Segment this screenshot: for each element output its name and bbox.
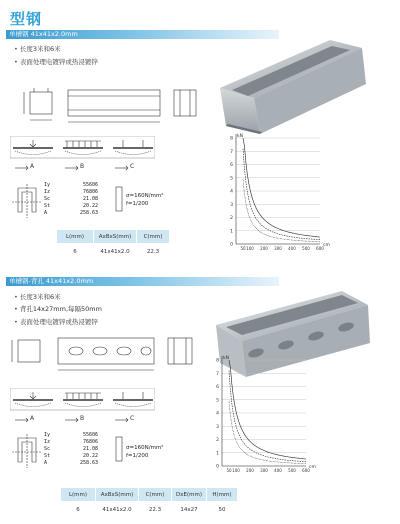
prop-value: 55606 (82, 182, 98, 188)
table-header: C(mm) (139, 488, 172, 502)
table-cell: 6 (61, 502, 96, 519)
y-tick-label: 1 (216, 451, 219, 457)
prop-value: 258.63 (79, 460, 98, 466)
prop-key: Iy (44, 182, 51, 188)
x-tick-label: 50 (240, 246, 246, 251)
table-header: C(mm) (137, 230, 170, 244)
channel-render-1 (212, 36, 372, 136)
section-header-1: 单槽钢 41x41x2.0mm (6, 30, 279, 39)
load-label-c-1: C (130, 163, 135, 170)
prop-key: A (44, 460, 48, 466)
table-cell: 6 (57, 244, 94, 261)
y-axis-label: kN (237, 134, 243, 139)
dimension-drawing-1 (8, 80, 208, 135)
bullet-holes-2: • 背孔14x27mm,每隔50mm (14, 304, 102, 313)
y-tick-label: 3 (230, 202, 233, 208)
table-cell: 22.3 (137, 244, 170, 261)
y-tick-label: 5 (216, 398, 219, 404)
y-tick-label: 2 (230, 216, 233, 221)
y-tick-label: 7 (230, 149, 233, 155)
section-icon-1 (10, 182, 44, 220)
load-label-b-1: B (80, 163, 85, 170)
x-tick-label: 100 (246, 246, 254, 251)
y-tick-label: 0 (230, 242, 233, 248)
series-line-2 (243, 149, 320, 240)
section-properties-1 (44, 182, 98, 217)
prop-value: 21.08 (82, 196, 98, 202)
y-tick-label: 8 (216, 358, 219, 364)
table-header: L(mm) (57, 230, 94, 244)
prop-value: 20.22 (82, 203, 98, 209)
x-tick-label: 500 (288, 468, 296, 473)
y-tick-label: 4 (216, 411, 219, 417)
dimension-drawing-2 (8, 330, 208, 382)
prop-key: Sc (44, 446, 51, 452)
load-label-b-2: B (80, 415, 85, 422)
y-axis-label: kN (223, 356, 229, 361)
bullet-length-1: • 长度3米和6米 (14, 44, 61, 53)
formula-stress: σ=160N/mm² (126, 193, 164, 199)
table-cell: 41x41x2.0 (96, 502, 139, 519)
y-tick-label: 6 (230, 163, 233, 168)
table-header: AxBxS(mm) (96, 488, 139, 502)
y-tick-label: 0 (216, 464, 219, 470)
spec-table-2 (60, 487, 238, 519)
table-header: H(mm) (207, 488, 238, 502)
load-diagrams-1 (10, 136, 155, 176)
prop-value: 20.22 (82, 453, 98, 459)
section-icon-2 (10, 432, 44, 470)
x-tick-label: 600 (316, 246, 324, 251)
formula-1 (126, 192, 163, 208)
table-header: L(mm) (61, 488, 96, 502)
x-tick-label: 600 (302, 468, 310, 473)
formula-2 (126, 444, 163, 460)
x-tick-label: 400 (288, 246, 296, 251)
y-tick-label: 1 (230, 229, 233, 235)
formula-deflection: f=1/200 (126, 201, 149, 207)
section-properties-2 (44, 432, 98, 467)
y-tick-label: 3 (216, 424, 219, 430)
series-line-1 (229, 360, 306, 459)
spec-table-1 (56, 229, 170, 261)
table-cell: 22.3 (139, 502, 172, 519)
series-line-3 (243, 179, 320, 242)
table-cell: 14x27 (172, 502, 207, 519)
deflection-icon-1 (114, 186, 124, 212)
prop-key: Sc (44, 196, 51, 202)
table-cell: 50 (207, 502, 238, 519)
series-line-1 (243, 138, 320, 237)
y-tick-label: 7 (216, 371, 219, 377)
load-label-a-2: A (30, 415, 35, 422)
prop-value: 21.08 (82, 446, 98, 452)
prop-key: Iz (44, 189, 51, 195)
x-tick-label: 100 (232, 468, 240, 473)
y-tick-label: 2 (216, 438, 219, 443)
x-tick-label: 400 (274, 468, 282, 473)
bullet-surface-1: • 表面处理电镀锌或热浸镀锌 (14, 57, 98, 66)
prop-key: Iy (44, 432, 51, 438)
x-tick-label: 200 (246, 468, 254, 473)
load-label-a-1: A (30, 163, 35, 170)
prop-key: Iz (44, 439, 51, 445)
y-tick-label: 6 (216, 385, 219, 390)
prop-key: St (44, 453, 51, 459)
x-tick-label: 200 (260, 246, 268, 251)
prop-value: 76806 (82, 189, 98, 195)
page-title: 型钢 (10, 10, 43, 28)
bullet-length-2: • 长度3米和6米 (14, 292, 61, 301)
load-diagrams-2 (10, 388, 155, 428)
section-header-2: 单槽钢-背孔 41x41x2.0mm (6, 277, 279, 286)
x-tick-label: 300 (274, 246, 282, 251)
prop-value: 258.63 (79, 210, 98, 216)
prop-value: 55606 (82, 432, 98, 438)
table-cell: 41x41x2.0 (94, 244, 137, 261)
y-tick-label: 4 (230, 189, 233, 195)
x-axis-label: cm (309, 465, 316, 470)
prop-value: 76806 (82, 439, 98, 445)
x-axis-label: cm (323, 243, 330, 248)
formula-deflection: f=1/200 (126, 453, 149, 459)
deflection-icon-2 (114, 436, 124, 462)
load-chart-1 (222, 130, 332, 260)
formula-stress: σ=160N/mm² (126, 445, 164, 451)
y-tick-label: 8 (230, 136, 233, 142)
table-header: AxBxS(mm) (94, 230, 137, 244)
series-line-2 (229, 371, 306, 462)
load-chart-2 (208, 352, 318, 482)
prop-key: A (44, 210, 48, 216)
load-label-c-2: C (130, 415, 135, 422)
prop-key: St (44, 203, 51, 209)
x-tick-label: 50 (226, 468, 232, 473)
table-header: DxE(mm) (172, 488, 207, 502)
x-tick-label: 500 (302, 246, 310, 251)
y-tick-label: 5 (230, 176, 233, 182)
x-tick-label: 300 (260, 468, 268, 473)
series-line-3 (229, 401, 306, 464)
bullet-surface-2: • 表面处理电镀锌或热浸镀锌 (14, 317, 98, 326)
